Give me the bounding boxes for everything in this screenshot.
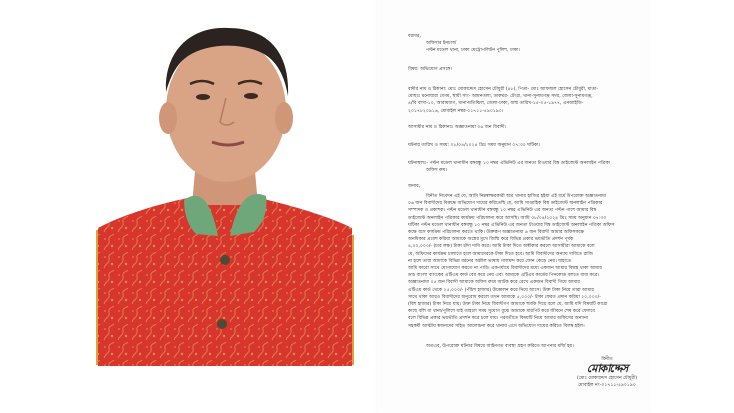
body-line: ০৬ জন বিবাদীদের বিরুদ্ধে অভিযোগ দায়ের করিতেছি যে, আমি সাপ্তাহিক বিশ্ব ডাইজেস্ট অনলাইন পত্রিকার	[408, 201, 603, 207]
complainant-line: বাদীর নাম ও ঠিকানা: মোঃ মোকাদ্দেস হোসেন চৌধুরী (৪৮), পিতা- মোঃ আফজল হোসেন চৌধুরী, মাতা-	[408, 87, 599, 92]
body-line: (বিশ হাজার) টাকা নিয়ে যায়। উক্ত টাকা নিয়ে বিবাদীগণ আমাকে হুমকি দিয়ে বলে যে, আমি যদি বিষয়টি কারো	[408, 302, 608, 308]
body-line: এটিএম কার্ড থেকে ২৫,০০০/- (পঁচিশ হাজার) উত্তোলন করে নিয়ে আসে। উক্ত টাকা নিয়ে তারা আমার	[408, 287, 594, 293]
signatory-name: (মোঃ মোকাদ্দেস হোসেন চৌধুরী)	[576, 376, 638, 382]
portrait-illustration	[88, 0, 360, 413]
signatory-mobile: মোবাইল নং-০১৭১১-৫৯০১৯০	[578, 383, 636, 389]
recipient-address: পল্টন মডেল থানা, ঢাকা মেট্রোপলিটন পুলিশ, ঢাকা।	[426, 48, 521, 54]
incident-time: ঘটনার তারিখ ও সময়: ০৮/০৪/২০২৪ খ্রিঃ সময় অনুমান ০৭:৩০ ঘটিকা।	[408, 143, 541, 148]
complainant-line: ২০১৭৮২০৯১৬, মোবাইল নম্বর-০১৭১১-৫৯০১৯০।	[408, 108, 504, 114]
body-line: না হলে তারা আমাকে বিভিন্ন ধরনের অশ্লীল ভাষায় গালমন্দ করে ফোন কেড়ে নেয়। যাহাতে	[408, 258, 572, 264]
letter-body	[408, 193, 625, 330]
body-line: ডাইজেস্ট অনলাইন পত্রিকার কার্যক্রম পরিচালনা করে আসছি। আমি ০৮/০৪/২০২৪ খ্রিঃ সময় অনুমান ০৭:৩০	[408, 215, 607, 221]
greeting: জনাব,	[408, 184, 421, 189]
subject-line: বিষয়: অভিযোগ প্রসঙ্গে।	[408, 67, 453, 72]
body-line: সহকর্মী আত্মীয় স্বজনদের সহিত আলোচনা করে থানায় এসে অভিযোগ দায়ের করিতে বিলম্ব হইল।	[408, 323, 585, 329]
closing-line: অতএব, উপরোক্ত ঘটনার বিষয়ে আইনগত ব্যবস্থা গ্রহণ করিতে আপনার মর্জি হয়।	[426, 344, 574, 349]
valediction: বিনীত	[601, 357, 613, 362]
body-line: অনধিকার প্রবেশ করিয়া আমাকে অস্ত্রের মুখে জিম্মি করে বিভিন্ন প্রকার ভয়ভীতি প্রদর্শন পূর্বক	[408, 237, 574, 243]
incident-place	[408, 160, 625, 174]
incident-place-line: ঘটনাস্থলঃ- পল্টন মডেল থানাধীন বঙ্গবন্ধু ১০ নম্বর এভিনিউ এর জনতা টাওয়ার বিশ্ব ডাইজেস্ট অনলাইন পত্রিকা	[408, 161, 611, 166]
body-line: কক্ষে বসে কার্যক্রম পরিচালনা করতে থাকি। উক্তরূপ অজ্ঞাতনামা ৬ জন বিবাদী আমার অফিসকক্ষে	[408, 230, 585, 236]
complainant-line: ৪/বি বাসা-১০, আরামবাগ, থানা-মতিঝিল, জেলা-ঢাকা, জন্ম তারিখ-১৫-০৫-১৯৭৭, এনআইডি-	[408, 101, 584, 107]
complainant-line: মোছাঃ মনোয়ারা বেগম, স্থায়ী সাং- আমনতলা, ডাকঘর- টেংরা, থানা-সুনামগঞ্জ সদর, জেলা-সুনামগঞ্জ,	[408, 94, 593, 100]
recipient-block	[408, 33, 625, 55]
complainant-details	[408, 86, 625, 115]
signature-scrawl: মোকাদ্দেস	[586, 362, 628, 376]
incident-place-line: অফিস রুম।	[426, 168, 447, 174]
body-line: সাথে থাকা আরও বিবাদীদের অনুরোধ করলে তখন আমাকে ৫,০০০/- টাকা ফেরত প্রদান করিয়া ২০,০০০/-	[408, 294, 601, 300]
accused-line: আসামীর নাম ও ঠিকানাঃ অজ্ঞাতনামা ০৬ জন বিবাদী।	[408, 125, 507, 130]
recipient-title: অফিসার ইনচার্জ	[426, 41, 457, 47]
signature-block	[567, 356, 647, 390]
salutation: বরাবর,	[408, 34, 421, 39]
body-line: সম্পাদক ও প্রকাশক। পল্টন মডেল থানাধীন বঙ্গবন্ধু ১০ নম্বর এভিনিউ এর জনতা পল্টন পাশে আমার বিশ্ব	[408, 208, 597, 214]
body-line: ৪,০০,০০০/- (চার লক্ষ) টাকা চাঁদা দাবি করে। আমি টাকা দিতে অস্বীকার করলে আসামীরা আমাকে বলে	[408, 244, 595, 250]
body-line: যে, অফিসের কার্যক্রম চালাতে হলে আমাদেরকে টাকা দিতে হবে। আমি বিবাদীদের অন্যায় দাবিতে রাজি	[408, 251, 593, 257]
body-line: বিনীত নিবেদন এই যে, আমি নিম্নস্বাক্ষরকারী অত্র থানায় হাজির হইয়া এই মর্মে উপরোক্ত অজ্ঞাতনামা	[426, 194, 607, 199]
body-line: বলে বিভিন্ন প্রকার ভয়ভীতি প্রদর্শন করে চলে যায়। পরবর্তীতে বিষয়টি নিয়ে আমার অফিসের অন্যান্য	[408, 316, 589, 322]
body-line: অজ্ঞাতনামা ০৫ জন বিবাদী আমাকে অফিস রুমে আটক করে রেখে একজন বিবাদী গিয়ে আমার	[408, 280, 580, 286]
complaint-letter	[377, 0, 649, 413]
body-line: আমি কারো সাথে যোগাযোগ করতে না পারি। একপর্যায়ে বিবাদীদের মধ্যে একজন আমার বিশ্বস্ত থাকা আমার	[408, 266, 602, 272]
body-line: ডাচ বাংলা ব্যাংকের এটিএম কার্ড বের করে নেয় এবং আমাকে এটিএম কার্ডের পিনকোড বলতে বাধ্য করে।	[408, 273, 599, 279]
body-line: কাছে বলি বা থানা/পুলিশে যাই তাহলে সময় সুযোগ বুঝে আমাকে মারপিট করে জীবনে শেষ করে ফেলবে	[408, 309, 596, 315]
body-line: ঘটিকা পল্টন মডেল থানাধীন বঙ্গবন্ধু ১০ নম্বর এভিনিউ এর জনতা টাওয়ার বিশ্ব ডাইজেস্ট অনলাইন পত্রিকা অফিস	[408, 222, 615, 228]
portrait-photo	[88, 0, 360, 413]
